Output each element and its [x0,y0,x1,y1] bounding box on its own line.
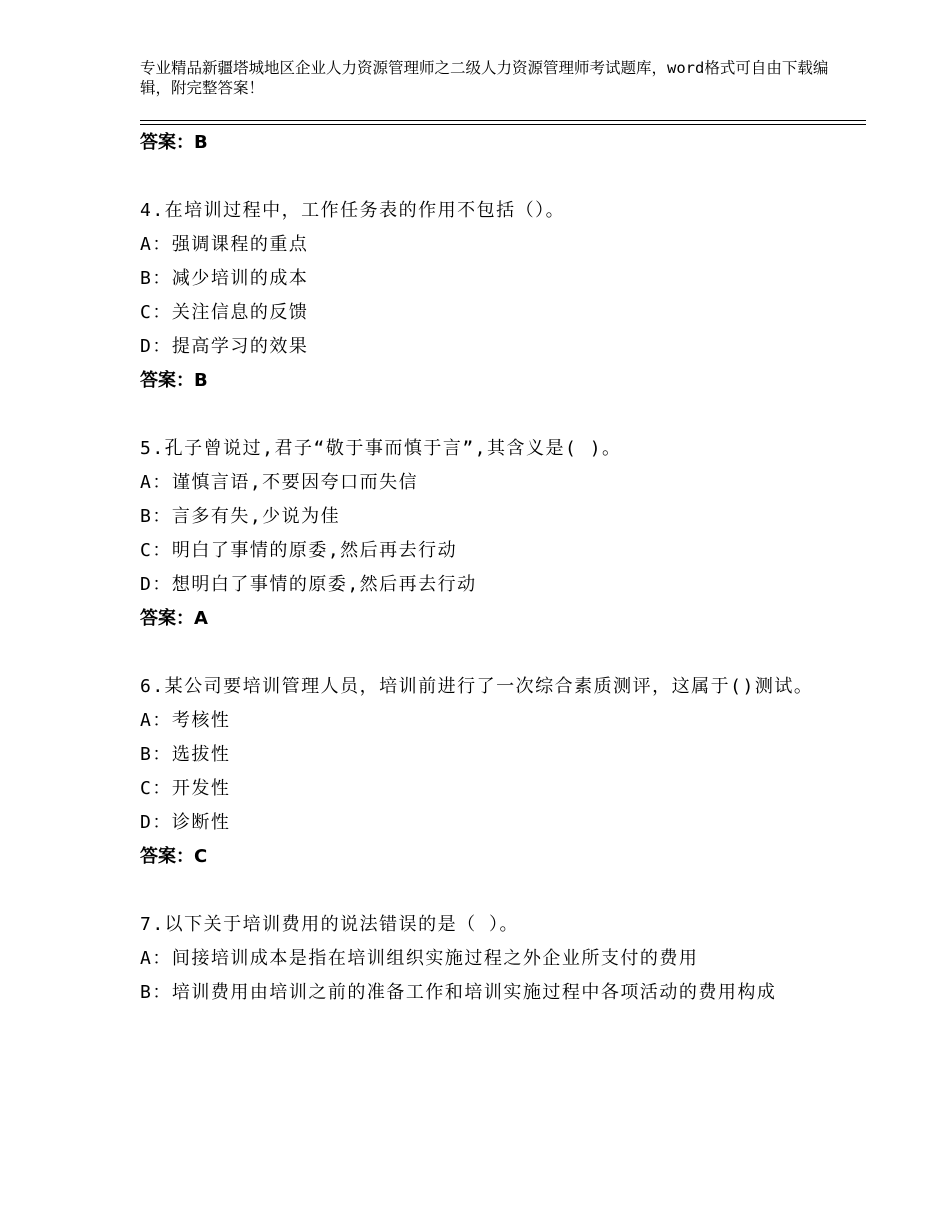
option-b: B：减少培训的成本 [140,268,309,289]
answer-line: 答案：B [140,370,208,391]
option-c: C：开发性 [140,778,231,799]
answer-line: 答案：B [140,132,208,153]
option-c: C：关注信息的反馈 [140,302,309,323]
spacer [140,636,820,670]
question-7 [140,908,820,1010]
header-rule-bottom [140,124,866,125]
option-c: C：明白了事情的原委,然后再去行动 [140,540,458,561]
header-rule-top [140,120,866,121]
spacer [140,874,820,908]
answer-line: 答案：A [140,608,208,629]
option-a: A：考核性 [140,710,231,731]
option-b: B：言多有失,少说为佳 [140,506,341,527]
option-a: A：谨慎言语,不要因夸口而失信 [140,472,419,493]
option-d: D：诊断性 [140,812,231,833]
question-4 [140,194,820,398]
document-header: 专业精品新疆塔城地区企业人力资源管理师之二级人力资源管理师考试题库，word格式可自由下载编辑，附完整答案！ [140,59,829,97]
option-d: D：提高学习的效果 [140,336,309,357]
spacer [140,398,820,432]
question-6 [140,670,820,874]
question-title: 4.在培训过程中，工作任务表的作用不包括（）。 [140,200,566,221]
option-a: A：间接培训成本是指在培训组织实施过程之外企业所支付的费用 [140,948,699,969]
option-b: B：培训费用由培训之前的准备工作和培训实施过程中各项活动的费用构成 [140,982,777,1003]
document-body [140,126,820,1010]
spacer [140,160,820,194]
option-b: B：选拔性 [140,744,231,765]
question-5 [140,432,820,636]
question-title: 7.以下关于培训费用的说法错误的是（ ）。 [140,914,520,935]
option-d: D：想明白了事情的原委,然后再去行动 [140,574,477,595]
question-title: 5.孔子曾说过,君子“敬于事而慎于言”,其含义是( )。 [140,438,622,459]
answer-line: 答案：C [140,846,208,867]
option-a: A：强调课程的重点 [140,234,309,255]
question-title: 6.某公司要培训管理人员，培训前进行了一次综合素质测评，这属于()测试。 [140,676,814,697]
